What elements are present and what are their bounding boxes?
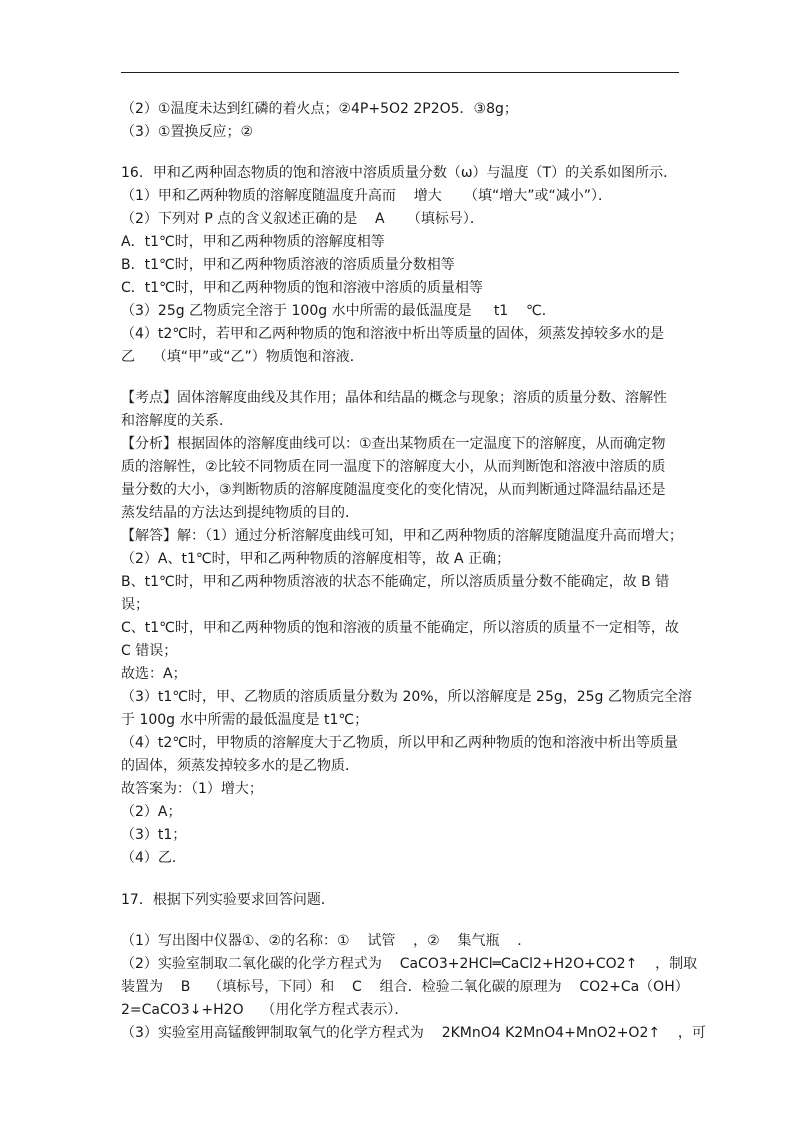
header-rule — [121, 72, 679, 73]
text-line: 装置为 B （填标号，下同）和 C 组合．检验二氧化碳的原理为 CO2+Ca（OH） — [121, 979, 689, 995]
text-line: （1）甲和乙两种物质的溶解度随温度升高而 增大 （填“增大”或“减小”）． — [121, 188, 612, 204]
text-line: （1）写出图中仪器①、②的名称：① 试管 ，② 集气瓶 ． — [121, 933, 532, 949]
previous-answers — [121, 98, 696, 144]
text-line: （3）t1℃时，甲、乙物质的溶质质量分数为 20%，所以溶解度是 25g，25g 乙物质完全溶 — [121, 689, 692, 705]
text-line: （3）实验室用高锰酸钾制取氧气的化学方程式为 2KMnO4 K2MnO4+MnO2+O2↑ ，可 — [121, 1025, 706, 1041]
text-line: 【解答】解：（1）通过分析溶解度曲线可知，甲和乙两种物质的溶解度随温度升高而增大； — [121, 528, 683, 544]
text-line: 和溶解度的关系． — [121, 413, 233, 429]
text-line: C 错误； — [121, 643, 178, 659]
text-line: 蒸发结晶的方法达到提纯物质的目的． — [121, 505, 359, 521]
text-line: （2）下列对 P 点的含义叙述正确的是 A （填标号）． — [121, 211, 484, 227]
spacer — [121, 870, 696, 889]
text-line: 【考点】固体溶解度曲线及其作用；晶体和结晶的概念与现象；溶质的质量分数、溶解性 — [121, 390, 667, 406]
text-line: 故答案为：（1）增大； — [121, 781, 263, 797]
spacer — [121, 144, 696, 162]
text-line: 于 100g 水中所需的最低温度是 t1℃； — [121, 712, 369, 728]
text-line: （2）A、t1℃时，甲和乙两种物质的溶解度相等，故 A 正确； — [121, 551, 511, 567]
text-line: （4）t2℃时，若甲和乙两种物质的饱和溶液中析出等质量的固体，须蒸发掉较多水的是 — [121, 326, 665, 342]
text-line: （3）25g 乙物质完全溶于 100g 水中所需的最低温度是 t1 ℃． — [121, 303, 556, 319]
text-line: A．t1℃时，甲和乙两种物质的溶解度相等 — [121, 234, 385, 250]
text-line: 的固体，须蒸发掉较多水的是乙物质． — [121, 758, 359, 774]
text-line: 2=CaCO3↓+H2O （用化学方程式表示）． — [121, 1002, 409, 1018]
question-16 — [121, 162, 696, 369]
text-line: 质的溶解性，②比较不同物质在同一温度下的溶解度大小，从而判断饱和溶液中溶质的质 — [121, 459, 666, 475]
question-stem: 16．甲和乙两种固态物质的饱和溶液中溶质质量分数（ω）与温度（T）的关系如图所示． — [121, 165, 678, 181]
spacer — [121, 912, 696, 930]
text-line: B．t1℃时，甲和乙两种物质溶液的溶质质量分数相等 — [121, 257, 455, 273]
text-line: 故选：A； — [121, 666, 187, 682]
text-line: （2）①温度未达到红磷的着火点；②4P+5O2 2P2O5．③8g； — [121, 101, 518, 117]
text-line: 量分数的大小，③判断物质的溶解度随温度变化的变化情况，从而判断通过降温结晶还是 — [121, 482, 666, 498]
text-line: （2）A； — [121, 804, 182, 820]
text-line: C、t1℃时，甲和乙两种物质的饱和溶液的质量不能确定，所以溶质的质量不一定相等，故 — [121, 620, 679, 636]
spacer — [121, 369, 696, 387]
question-stem: 17．根据下列实验要求回答问题． — [121, 892, 335, 908]
text-line: 误； — [121, 597, 149, 613]
document-body — [121, 98, 706, 1045]
text-line: （2）实验室制取二氧化碳的化学方程式为 CaCO3+2HCl═CaCl2+H2O+CO2↑ ，制取 — [121, 956, 698, 972]
text-line: （4）t2℃时，甲物质的溶解度大于乙物质，所以甲和乙两种物质的饱和溶液中析出等质量 — [121, 735, 679, 751]
text-line: （4）乙． — [121, 850, 186, 866]
text-line: B、t1℃时，甲和乙两种物质溶液的状态不能确定，所以溶质质量分数不能确定，故 B 错 — [121, 574, 670, 590]
analysis-section — [121, 387, 696, 870]
text-line: C．t1℃时，甲和乙两种物质的饱和溶液中溶质的质量相等 — [121, 280, 483, 296]
text-line: 【分析】根据固体的溶解度曲线可以：①查出某物质在一定温度下的溶解度，从而确定物 — [121, 436, 666, 452]
text-line: （3）①置换反应；② — [121, 124, 254, 140]
text-line: （3）t1； — [121, 827, 187, 843]
question-17 — [121, 889, 706, 1045]
text-line: 乙 （填“甲”或“乙”）物质饱和溶液． — [121, 349, 364, 365]
